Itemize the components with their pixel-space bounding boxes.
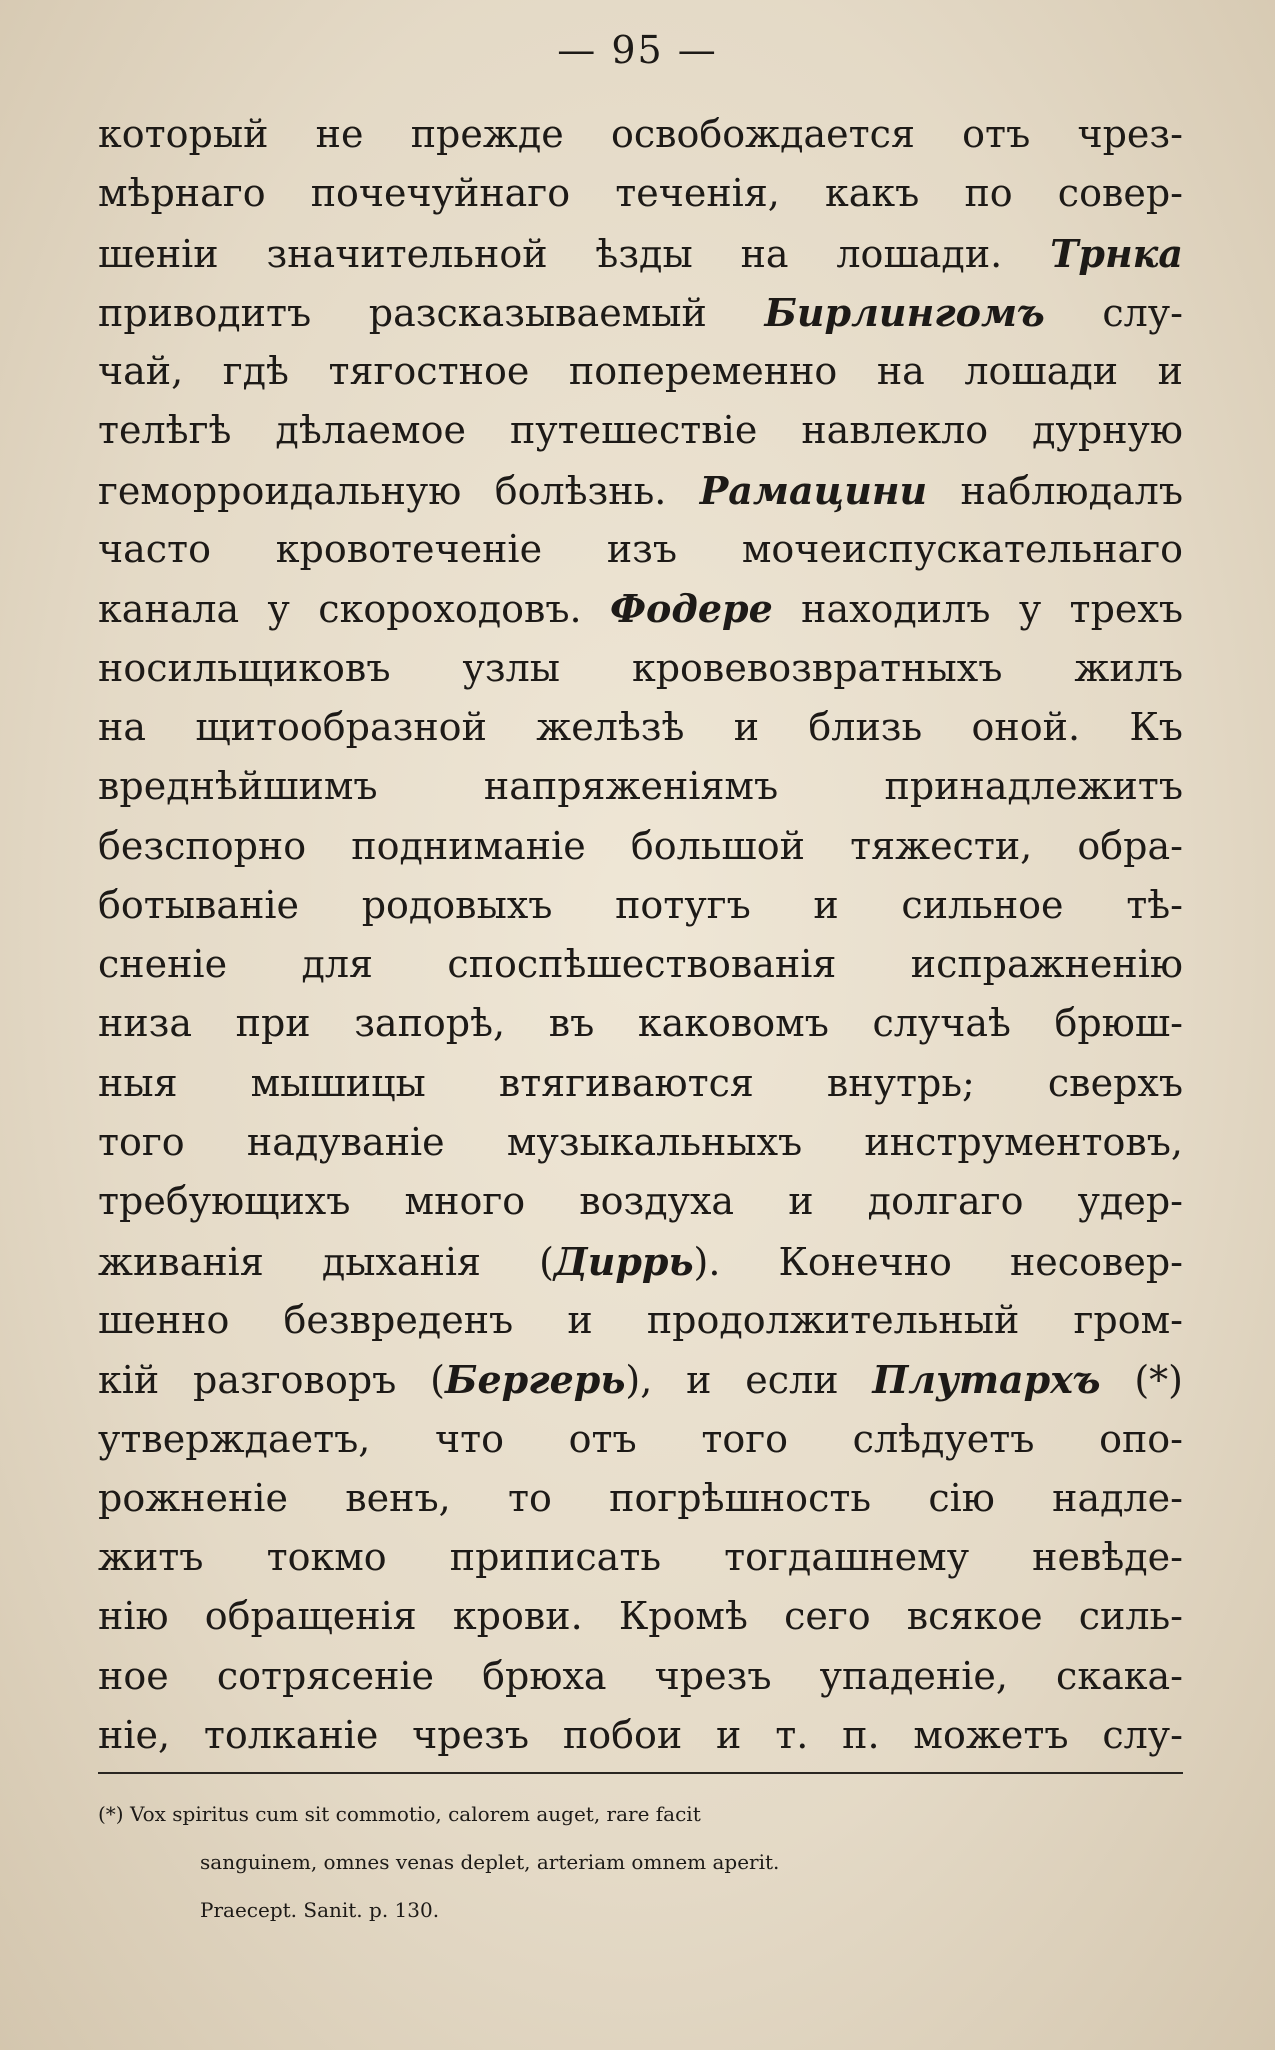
text-segment: живанія дыханія ( (98, 1239, 554, 1284)
italic-name: Трнка (1050, 230, 1183, 276)
text-line (98, 1054, 1183, 1113)
body-text (98, 105, 1183, 1765)
text-segment: наблюдалъ (927, 468, 1183, 513)
text-line (98, 1706, 1183, 1765)
text-line (98, 105, 1183, 164)
text-segment: шеніи значительной ѣзды на лошади. (98, 231, 1051, 276)
text-segment: на щитообразной (98, 704, 537, 749)
text-line (98, 639, 1183, 698)
text-segment: шенно безвреденъ и продолжительный гром- (98, 1297, 1183, 1342)
text-line (98, 935, 1183, 994)
text-segment: низа при запорѣ, въ каковомъ случаѣ брюш- (98, 1001, 1183, 1046)
text-segment: чай, гдѣ тягостное попеременно на лошади и (98, 349, 1183, 394)
text-segment: рожненіе венъ, то погрѣшность сію надле- (98, 1475, 1183, 1520)
text-line (98, 1291, 1183, 1350)
text-segment: ), и если (625, 1358, 873, 1403)
italic-name: Бирлингомъ (764, 289, 1045, 335)
text-segment: носильщиковъ узлы кровевозвратныхъ жилъ (98, 645, 1183, 690)
text-segment: и близь оной. Къ (684, 704, 1183, 749)
italic-name: Фодере (610, 586, 773, 632)
text-segment: желѣзѣ (536, 704, 685, 749)
text-segment: находилъ у трехъ (772, 587, 1183, 632)
text-segment: ніе, толканіе чрезъ побои и т. п. можетъ слу- (98, 1713, 1183, 1758)
text-segment: сненіе для споспѣшествованія испражненію (98, 942, 1183, 987)
text-line (98, 1469, 1183, 1528)
text-line (98, 1528, 1183, 1587)
text-segment: утверждаетъ, что отъ того слѣдуетъ опо- (98, 1416, 1183, 1461)
italic-name: Бергерь (444, 1357, 626, 1403)
text-segment: телѣгѣ дѣлаемое путешествіе навлекло дурную (98, 408, 1183, 453)
text-segment: вреднѣйшимъ напряженіямъ принадлежитъ (98, 764, 1183, 809)
footnote-line: sanguinem, omnes venas deplet, arteriam omnem aperit. (200, 1850, 780, 1874)
text-line (98, 224, 1183, 283)
italic-name: Диррь (553, 1238, 694, 1284)
text-line (98, 876, 1183, 935)
text-line (98, 1113, 1183, 1172)
text-segment: ныя мышицы втягиваются внутрь; сверхъ (98, 1060, 1183, 1105)
text-segment: ботываніе родовыхъ потугъ и сильное тѣ- (98, 882, 1183, 927)
footnote-line: (*) Vox spiritus cum sit commotio, calorem auget, rare facit (98, 1802, 701, 1826)
text-line (98, 698, 1183, 757)
italic-name: Плутархъ (872, 1357, 1101, 1403)
text-line (98, 1587, 1183, 1646)
italic-name: Рамацини (699, 467, 928, 513)
text-segment: кій разговоръ ( (98, 1358, 445, 1403)
text-segment: канала у скороходовъ. (98, 587, 610, 632)
page-number: — 95 — (557, 28, 718, 72)
text-segment: того надуваніе музыкальныхъ инструментовъ, (98, 1120, 1183, 1165)
text-line (98, 579, 1183, 638)
text-segment: который не прежде освобождается отъ чрез- (98, 112, 1183, 156)
text-line (98, 1172, 1183, 1231)
text-segment: житъ токмо приписать тогдашнему невѣде- (98, 1535, 1183, 1580)
text-segment: безспорно подниманіе большой тяжести, обра- (98, 823, 1183, 868)
text-segment: мѣрнаго почечуйнаго теченія, какъ по совер- (98, 171, 1183, 216)
text-line (98, 283, 1183, 342)
footnote-line: Praecept. Sanit. p. 130. (200, 1898, 440, 1922)
text-segment: требующихъ много воздуха и долгаго удер- (98, 1179, 1183, 1224)
text-line (98, 1410, 1183, 1469)
text-line (98, 461, 1183, 520)
text-line (98, 1350, 1183, 1409)
text-line (98, 817, 1183, 876)
footnote-divider (98, 1772, 1183, 1774)
text-segment: нію обращенія крови. Кромѣ сего всякое силь- (98, 1594, 1183, 1639)
text-segment: часто кровотеченіе изъ мочеиспускательнаго (98, 527, 1183, 572)
text-line (98, 342, 1183, 401)
footnote (98, 1790, 1188, 1934)
text-segment: ное сотрясеніе брюха чрезъ упаденіе, скака- (98, 1653, 1183, 1698)
text-line (98, 164, 1183, 223)
text-segment: ). Конечно несовер- (693, 1239, 1183, 1284)
text-line (98, 1647, 1183, 1706)
text-line (98, 520, 1183, 579)
text-line (98, 401, 1183, 460)
text-segment: (*) (1100, 1358, 1183, 1403)
text-segment: геморроидальную болѣзнь. (98, 468, 700, 513)
text-line (98, 1232, 1183, 1291)
text-segment: слу- (1044, 290, 1183, 335)
text-line (98, 994, 1183, 1053)
text-line (98, 757, 1183, 816)
text-segment: приводитъ разсказываемый (98, 290, 765, 335)
